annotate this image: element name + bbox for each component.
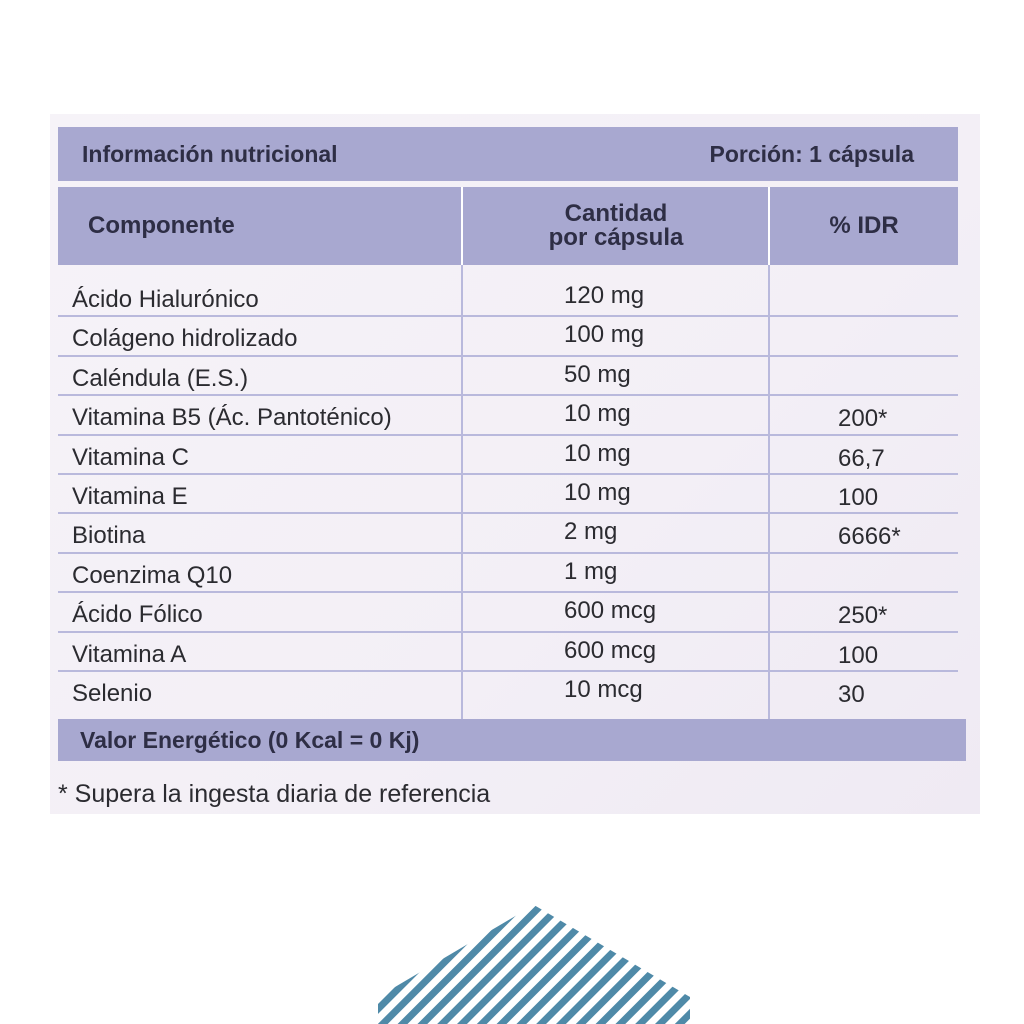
component-idr: 250* <box>838 602 888 630</box>
component-quantity: 120 mg <box>564 282 645 309</box>
component-name: Selenio <box>72 679 153 707</box>
component-quantity: 2 mg <box>564 518 618 546</box>
component-name: Caléndula (E.S.) <box>72 364 249 392</box>
component-name: Vitamina E <box>72 482 188 510</box>
footnote: * Supera la ingesta diaria de referencia <box>58 780 491 808</box>
table-row <box>58 317 958 356</box>
header-quantity-line2: por cápsula <box>548 224 684 251</box>
energy-bar <box>58 719 966 761</box>
component-quantity: 600 mcg <box>564 597 657 625</box>
component-name: Colágeno hidrolizado <box>72 325 298 353</box>
component-quantity: 50 mg <box>564 360 631 388</box>
component-idr: 100 <box>838 641 879 669</box>
component-quantity: 600 mcg <box>564 636 657 664</box>
table-row <box>58 672 958 711</box>
component-idr: 200* <box>838 405 888 433</box>
header-component: Componente <box>88 212 235 239</box>
table-row <box>58 633 958 672</box>
component-quantity: 10 mg <box>564 400 631 428</box>
table-title: Información nutricional <box>82 140 338 167</box>
component-name: Vitamina C <box>72 443 189 471</box>
component-quantity: 10 mg <box>564 478 631 506</box>
header-divider <box>461 187 463 265</box>
component-quantity: 10 mcg <box>564 675 643 703</box>
table-body <box>58 278 958 711</box>
header-idr: % IDR <box>829 212 899 239</box>
table-row <box>58 436 958 475</box>
header-divider <box>768 187 770 265</box>
header-quantity-line1: Cantidad <box>564 200 668 227</box>
table-title-bar <box>58 127 958 181</box>
component-name: Vitamina A <box>72 640 187 668</box>
component-idr: 100 <box>838 483 879 511</box>
header-quantity <box>463 187 769 265</box>
component-name: Coenzima Q10 <box>72 561 233 589</box>
table-row <box>58 514 958 553</box>
table-row <box>58 357 958 396</box>
component-idr: 6666* <box>838 523 901 551</box>
component-quantity: 1 mg <box>564 557 618 585</box>
component-quantity: 100 mg <box>564 321 645 349</box>
table-row <box>58 554 958 593</box>
component-idr: 30 <box>838 680 865 708</box>
component-name: Ácido Hialurónico <box>72 286 259 313</box>
component-name: Ácido Fólico <box>72 601 203 629</box>
component-idr: 66,7 <box>838 444 885 472</box>
energy-value: Valor Energético (0 Kcal = 0 Kj) <box>80 726 420 753</box>
table-row <box>58 475 958 514</box>
striped-house-logo-icon <box>378 905 690 1024</box>
table-row <box>58 396 958 435</box>
portion-label: Porción: 1 cápsula <box>709 140 914 167</box>
component-quantity: 10 mg <box>564 439 631 467</box>
table-row <box>58 278 958 317</box>
table-header-row <box>58 187 958 265</box>
table-row <box>58 593 958 632</box>
component-name: Vitamina B5 (Ác. Pantoténico) <box>72 404 392 432</box>
component-name: Biotina <box>72 522 146 550</box>
